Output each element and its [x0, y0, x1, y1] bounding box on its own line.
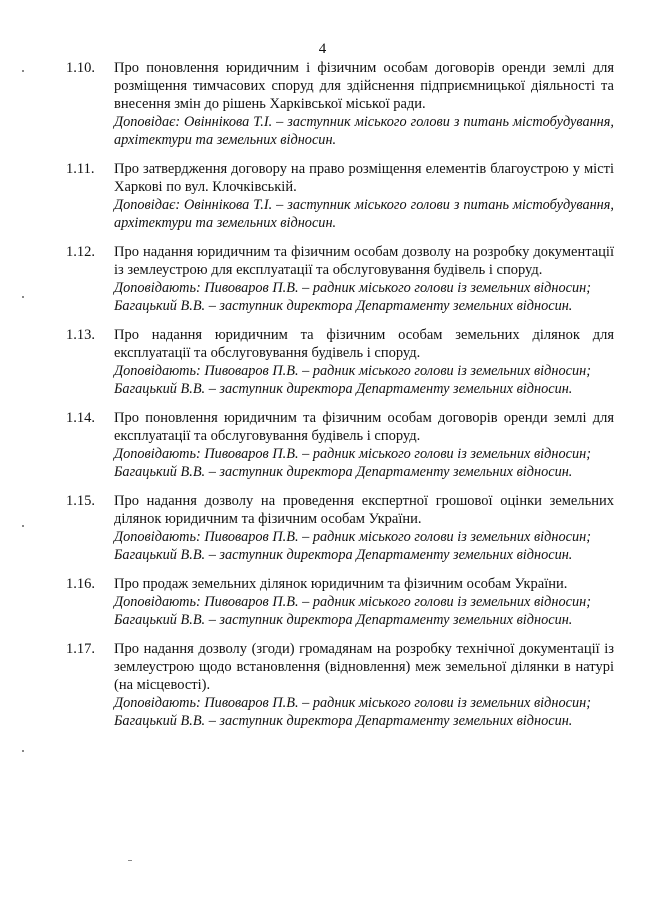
- agenda-item: [66, 59, 614, 149]
- agenda-item: [66, 409, 614, 481]
- agenda-item-title: Про поновлення юридичним та фізичним особам договорів оренди землі для експлуатації та обслуговування будівель і споруд.: [114, 410, 614, 444]
- agenda-item-title: Про поновлення юридичним і фізичним особам договорів оренди землі для розміщення тимчасових споруд для здійснення підприємницької діяльності та внесення змін до рішень Харківської міської ради.: [114, 60, 614, 112]
- agenda-item-body: [114, 409, 614, 481]
- agenda-item-speaker: Доповідають: Пивоваров П.В. – радник міського голови із земельних відносин;: [114, 594, 591, 610]
- agenda-item-speaker: Багацький В.В. – заступник директора Департаменту земельних відносин.: [114, 547, 573, 563]
- agenda-item-body: [114, 492, 614, 564]
- agenda-item-speaker: Багацький В.В. – заступник директора Департаменту земельних відносин.: [114, 381, 573, 397]
- agenda-item-speaker: Доповідають: Пивоваров П.В. – радник міського голови із земельних відносин;: [114, 529, 591, 545]
- agenda-item-body: [114, 575, 614, 629]
- agenda-item-speaker: Багацький В.В. – заступник директора Департаменту земельних відносин.: [114, 612, 573, 628]
- agenda-item-title: Про надання юридичним та фізичним особам земельних ділянок для експлуатації та обслуговування будівель і споруд.: [114, 327, 614, 361]
- agenda-item: [66, 160, 614, 232]
- agenda-item: [66, 326, 614, 398]
- agenda-item-number: 1.12.: [66, 244, 95, 260]
- agenda-item-body: [114, 160, 614, 232]
- agenda-item-speaker: Багацький В.В. – заступник директора Департаменту земельних відносин.: [114, 713, 573, 729]
- agenda-item-speaker: Доповідають: Пивоваров П.В. – радник міського голови із земельних відносин;: [114, 695, 591, 711]
- agenda-item: [66, 575, 614, 629]
- agenda-item-speaker: Доповідають: Пивоваров П.В. – радник міського голови із земельних відносин;: [114, 280, 591, 296]
- agenda-item-speaker: Доповідає: Овіннікова Т.І. – заступник міського голови з питань містобудування, архітектури та земельних відносин.: [114, 114, 614, 148]
- page-number: 4: [318, 41, 327, 57]
- agenda-item: [66, 492, 614, 564]
- agenda-list: [66, 59, 614, 741]
- agenda-item-speaker: Доповідають: Пивоваров П.В. – радник міського голови із земельних відносин;: [114, 363, 591, 379]
- scan-speck: [22, 525, 24, 527]
- agenda-item-number: 1.15.: [66, 493, 95, 509]
- agenda-item-number: 1.11.: [66, 161, 95, 177]
- agenda-item: [66, 640, 614, 730]
- agenda-item-number: 1.17.: [66, 641, 95, 657]
- agenda-item-speaker: Багацький В.В. – заступник директора Департаменту земельних відносин.: [114, 298, 573, 314]
- scan-speck: [128, 860, 132, 861]
- agenda-item-speaker: Доповідають: Пивоваров П.В. – радник міського голови із земельних відносин;: [114, 446, 591, 462]
- agenda-item-body: [114, 640, 614, 730]
- agenda-item-title: Про надання дозволу (згоди) громадянам на розробку технічної документації із землеустрою щодо встановлення (відновлення) меж земельної ділянки в натурі (на місцевості).: [114, 641, 614, 693]
- scan-speck: [22, 70, 24, 72]
- agenda-item-title: Про продаж земельних ділянок юридичним та фізичним особам України.: [114, 576, 568, 592]
- scan-speck: [22, 296, 24, 298]
- agenda-item-number: 1.16.: [66, 576, 95, 592]
- agenda-item-speaker: Доповідає: Овіннікова Т.І. – заступник міського голови з питань містобудування, архітектури та земельних відносин.: [114, 197, 614, 231]
- agenda-item-body: [114, 59, 614, 149]
- agenda-item-number: 1.13.: [66, 327, 95, 343]
- agenda-item-title: Про надання дозволу на проведення експертної грошової оцінки земельних ділянок юридичним та фізичним особам України.: [114, 493, 614, 527]
- agenda-item-title: Про надання юридичним та фізичним особам дозволу на розробку документації із землеустрою для експлуатації та обслуговування будівель і споруд.: [114, 244, 614, 278]
- agenda-item-number: 1.10.: [66, 60, 95, 76]
- agenda-item: [66, 243, 614, 315]
- agenda-item-body: [114, 243, 614, 315]
- agenda-item-title: Про затвердження договору на право розміщення елементів благоустрою у місті Харкові по вул. Клочківській.: [114, 161, 614, 195]
- scan-speck: [22, 750, 24, 752]
- agenda-item-number: 1.14.: [66, 410, 95, 426]
- agenda-item-speaker: Багацький В.В. – заступник директора Департаменту земельних відносин.: [114, 464, 573, 480]
- agenda-item-body: [114, 326, 614, 398]
